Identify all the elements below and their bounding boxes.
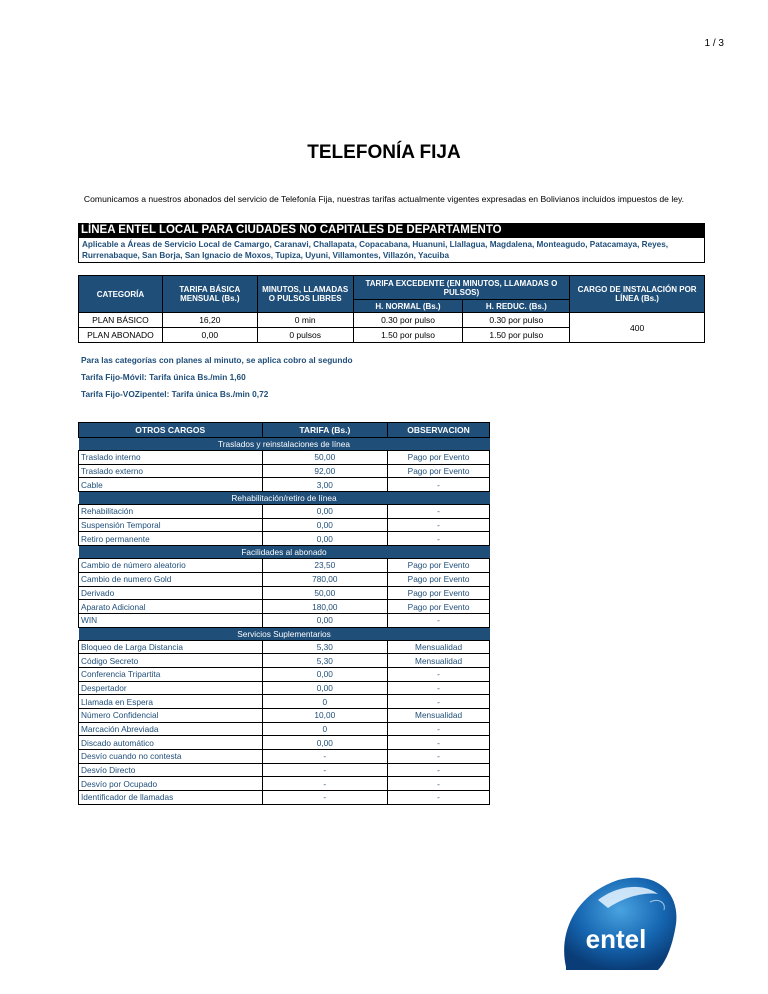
table-row bbox=[79, 313, 705, 328]
charge-tarifa: 92,00 bbox=[262, 464, 388, 478]
charge-observacion: - bbox=[388, 763, 490, 777]
note: Tarifa Fijo-Móvil: Tarifa única Bs./min 1,60 bbox=[81, 372, 246, 382]
charge-item: Bloqueo de Larga Distancia bbox=[79, 640, 263, 654]
table-row bbox=[79, 695, 490, 709]
charge-observacion: - bbox=[388, 791, 490, 805]
section-title: LÍNEA ENTEL LOCAL PARA CIUDADES NO CAPITALES DE DEPARTAMENTO bbox=[78, 223, 705, 238]
charge-tarifa: 0,00 bbox=[262, 681, 388, 695]
plan-category: PLAN BÁSICO bbox=[79, 313, 163, 328]
charge-observacion: - bbox=[388, 478, 490, 492]
charge-tarifa: 0,00 bbox=[262, 736, 388, 750]
charge-observacion: - bbox=[388, 777, 490, 791]
charge-item: Retiro permanente bbox=[79, 532, 263, 546]
charge-tarifa: 180,00 bbox=[262, 600, 388, 614]
table-row bbox=[79, 600, 490, 614]
header-otros-cargos: OTROS CARGOS bbox=[79, 423, 263, 438]
table-row bbox=[79, 559, 490, 573]
charge-tarifa: 23,50 bbox=[262, 559, 388, 573]
table-row bbox=[79, 654, 490, 668]
table-row bbox=[79, 478, 490, 492]
charge-tarifa: 5,30 bbox=[262, 654, 388, 668]
charge-item: Cable bbox=[79, 478, 263, 492]
charge-observacion: - bbox=[388, 505, 490, 519]
charge-tarifa: 3,00 bbox=[262, 478, 388, 492]
note: Tarifa Fijo-VOZipentel: Tarifa única Bs./min 0,72 bbox=[81, 389, 269, 399]
other-charges-body bbox=[79, 438, 490, 805]
group-title: Rehabilitación/retiro de línea bbox=[79, 492, 490, 505]
header-reducido: H. REDUC. (Bs.) bbox=[463, 300, 570, 313]
group-header-row bbox=[79, 438, 490, 451]
table-row bbox=[79, 722, 490, 736]
charge-item: Traslado interno bbox=[79, 451, 263, 465]
logo-text: entel bbox=[585, 924, 647, 954]
charge-tarifa: - bbox=[262, 750, 388, 764]
charge-item: Suspensión Temporal bbox=[79, 518, 263, 532]
charge-item: Rehabilitación bbox=[79, 505, 263, 519]
page-title: TELEFONÍA FIJA bbox=[307, 142, 461, 163]
charge-observacion: Mensualidad bbox=[388, 654, 490, 668]
plan-minutos: 0 pulsos bbox=[257, 328, 353, 343]
charge-tarifa: 0,00 bbox=[262, 518, 388, 532]
charge-item: Aparato Adicional bbox=[79, 600, 263, 614]
charge-item: Despertador bbox=[79, 681, 263, 695]
charge-tarifa: 10,00 bbox=[262, 709, 388, 723]
charge-tarifa: - bbox=[262, 777, 388, 791]
header-tarifa-basica: TARIFA BÁSICA MENSUAL (Bs.) bbox=[162, 276, 257, 313]
charge-observacion: Pago por Evento bbox=[388, 464, 490, 478]
table-row bbox=[79, 532, 490, 546]
header-tarifa: TARIFA (Bs.) bbox=[262, 423, 388, 438]
charge-item: Número Confidencial bbox=[79, 709, 263, 723]
charge-observacion: - bbox=[388, 681, 490, 695]
charge-observacion: Mensualidad bbox=[388, 709, 490, 723]
plan-instalacion: 400 bbox=[570, 313, 705, 343]
plan-reducido: 1.50 por pulso bbox=[463, 328, 570, 343]
plan-minutos: 0 min bbox=[257, 313, 353, 328]
charge-item: Llamada en Espera bbox=[79, 695, 263, 709]
charge-tarifa: 50,00 bbox=[262, 586, 388, 600]
header-categoria: CATEGORÍA bbox=[79, 276, 163, 313]
entel-logo bbox=[546, 872, 684, 970]
charge-tarifa: - bbox=[262, 791, 388, 805]
table-row bbox=[79, 518, 490, 532]
table-row bbox=[79, 505, 490, 519]
charge-observacion: Pago por Evento bbox=[388, 572, 490, 586]
charge-observacion: Mensualidad bbox=[388, 640, 490, 654]
charge-item: Traslado externo bbox=[79, 464, 263, 478]
plan-normal: 1.50 por pulso bbox=[353, 328, 463, 343]
table-row bbox=[79, 613, 490, 627]
section-description: Aplicable a Áreas de Servicio Local de Camargo, Caranavi, Challapata, Copacabana, Huanuni, Llallagua, Magdalena, Monteagudo, Patacamaya, Reyes, Rurrenabaque, San Borja, San Ignacio de Moxos, Tupiza, Uyuni, Villamontes, Villazón, Yacuiba bbox=[78, 238, 705, 263]
charge-tarifa: 0,00 bbox=[262, 613, 388, 627]
group-title: Servicios Suplementarios bbox=[79, 627, 490, 640]
charge-item: Marcación Abreviada bbox=[79, 722, 263, 736]
header-instalacion: CARGO DE INSTALACIÓN POR LÍNEA (Bs.) bbox=[570, 276, 705, 313]
group-header-row bbox=[79, 546, 490, 559]
table-row bbox=[79, 586, 490, 600]
table-row bbox=[79, 777, 490, 791]
header-minutos: MINUTOS, LLAMADAS O PULSOS LIBRES bbox=[257, 276, 353, 313]
table-row bbox=[79, 667, 490, 681]
charge-observacion: - bbox=[388, 695, 490, 709]
charge-item: Código Secreto bbox=[79, 654, 263, 668]
charge-tarifa: 780,00 bbox=[262, 572, 388, 586]
charge-item: Desvío cuando no contesta bbox=[79, 750, 263, 764]
charge-tarifa: 0 bbox=[262, 722, 388, 736]
table-row bbox=[79, 640, 490, 654]
group-title: Facilidades al abonado bbox=[79, 546, 490, 559]
charge-observacion: Pago por Evento bbox=[388, 451, 490, 465]
other-charges-table bbox=[78, 422, 490, 805]
table-row bbox=[79, 451, 490, 465]
charge-observacion: - bbox=[388, 613, 490, 627]
charge-observacion: - bbox=[388, 736, 490, 750]
charge-observacion: - bbox=[388, 722, 490, 736]
charge-item: Conferencia Tripartita bbox=[79, 667, 263, 681]
charge-observacion: Pago por Evento bbox=[388, 586, 490, 600]
charge-item: Cambio de número aleatorio bbox=[79, 559, 263, 573]
table-row bbox=[79, 750, 490, 764]
intro-text: Comunicamos a nuestros abonados del servicio de Telefonía Fija, nuestras tarifas actualmente vigentes expresadas en Bolivianos incluidos impuestos de ley. bbox=[83, 194, 685, 204]
charge-item: Identificador de llamadas bbox=[79, 791, 263, 805]
group-header-row bbox=[79, 627, 490, 640]
plans-table bbox=[78, 275, 705, 343]
page-number: 1 / 3 bbox=[704, 38, 724, 49]
charge-observacion: - bbox=[388, 532, 490, 546]
charge-observacion: Pago por Evento bbox=[388, 600, 490, 614]
charge-item: WIN bbox=[79, 613, 263, 627]
charge-tarifa: 50,00 bbox=[262, 451, 388, 465]
notes bbox=[81, 354, 353, 405]
charge-observacion: - bbox=[388, 667, 490, 681]
plan-normal: 0.30 por pulso bbox=[353, 313, 463, 328]
charge-tarifa: 0,00 bbox=[262, 505, 388, 519]
charge-item: Derivado bbox=[79, 586, 263, 600]
group-title: Traslados y reinstalaciones de línea bbox=[79, 438, 490, 451]
table-row bbox=[79, 709, 490, 723]
charge-observacion: - bbox=[388, 750, 490, 764]
plan-reducido: 0.30 por pulso bbox=[463, 313, 570, 328]
charge-tarifa: 5,30 bbox=[262, 640, 388, 654]
header-observacion: OBSERVACION bbox=[388, 423, 490, 438]
table-row bbox=[79, 763, 490, 777]
header-excedente: TARIFA EXCEDENTE (EN MINUTOS, LLAMADAS O PULSOS) bbox=[353, 276, 570, 300]
note: Para las categorías con planes al minuto, se aplica cobro al segundo bbox=[81, 355, 353, 365]
charge-item: Discado automático bbox=[79, 736, 263, 750]
table-row bbox=[79, 681, 490, 695]
header-normal: H. NORMAL (Bs.) bbox=[353, 300, 463, 313]
charge-tarifa: 0,00 bbox=[262, 532, 388, 546]
charge-tarifa: 0 bbox=[262, 695, 388, 709]
charge-observacion: - bbox=[388, 518, 490, 532]
table-row bbox=[79, 464, 490, 478]
table-row bbox=[79, 736, 490, 750]
charge-tarifa: - bbox=[262, 763, 388, 777]
charge-item: Cambio de numero Gold bbox=[79, 572, 263, 586]
charge-tarifa: 0,00 bbox=[262, 667, 388, 681]
charge-item: Desvío Directo bbox=[79, 763, 263, 777]
table-row bbox=[79, 791, 490, 805]
plan-tarifa: 16,20 bbox=[162, 313, 257, 328]
plan-tarifa: 0,00 bbox=[162, 328, 257, 343]
charge-observacion: Pago por Evento bbox=[388, 559, 490, 573]
charge-item: Desvío por Ocupado bbox=[79, 777, 263, 791]
table-row bbox=[79, 572, 490, 586]
plan-category: PLAN ABONADO bbox=[79, 328, 163, 343]
group-header-row bbox=[79, 492, 490, 505]
